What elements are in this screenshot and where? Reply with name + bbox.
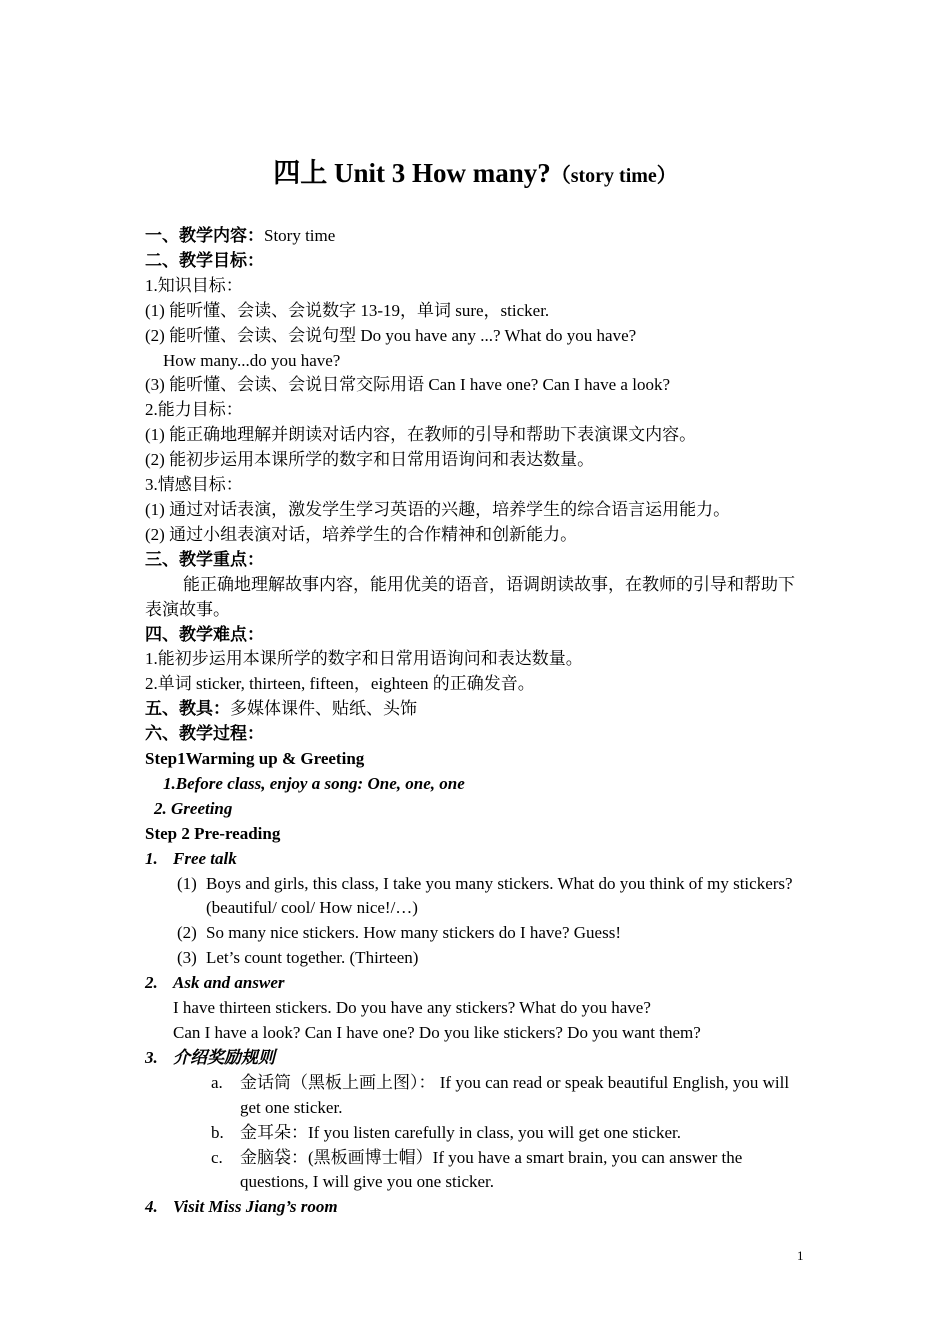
section-heading: 六、教学过程： xyxy=(145,724,264,744)
item-number: 2. xyxy=(145,973,158,993)
list-item: 1.能初步运用本课所学的数字和日常用语询问和表达数量。 xyxy=(145,649,583,669)
item-title: Visit Miss Jiang’s room xyxy=(173,1197,338,1217)
sub-item-number: (2) xyxy=(177,923,197,943)
step-item: 2. Greeting xyxy=(154,798,233,818)
sub-item xyxy=(145,946,810,971)
item-title: Free talk xyxy=(173,848,237,868)
list-item: (2) 能初步运用本课所学的数字和日常用语询问和表达数量。 xyxy=(145,450,595,470)
item-number: 4. xyxy=(145,1197,158,1217)
sub-item-text: So many nice stickers. How many stickers do I have? Guess! xyxy=(206,923,621,943)
sub-item xyxy=(145,921,810,946)
list-item: (1) 能听懂、会读、会说数字 13-19，单词 sure，sticker. xyxy=(145,300,550,320)
section-heading: 三、教学重点： xyxy=(145,549,264,569)
section-text: Story time xyxy=(264,226,336,245)
numbered-item xyxy=(145,1046,810,1071)
title-main: 四上 Unit 3 How many? xyxy=(273,158,551,188)
sub-item-text: Let’s count together. (Thirteen) xyxy=(206,948,419,968)
list-item: (3) 能听懂、会读、会说日常交际用语 Can I have one? Can I have a look? xyxy=(145,375,670,395)
item-number: 3. xyxy=(145,1047,158,1067)
sub-item-number: (3) xyxy=(177,948,197,968)
page-title xyxy=(0,155,950,194)
sub-item xyxy=(145,872,810,922)
sub-item-number: (1) xyxy=(177,873,197,893)
item-text: I have thirteen stickers. Do you have any stickers? What do you have? xyxy=(173,998,651,1018)
item-text: Can I have a look? Can I have one? Do you like stickers? Do you want them? xyxy=(173,1023,701,1042)
item-number: 1. xyxy=(145,848,158,868)
list-item: (1) 能正确地理解并朗读对话内容，在教师的引导和帮助下表演课文内容。 xyxy=(145,425,697,445)
sub-item-text: Boys and girls, this class, I take you many stickers. What do you think of my stickers? (beautiful/ cool/ How nice!/…) xyxy=(206,873,793,918)
lettered-item xyxy=(145,1146,810,1196)
letter-marker: b. xyxy=(211,1122,224,1142)
section-tools xyxy=(145,697,810,722)
item-title: 介绍奖励规则 xyxy=(173,1047,275,1067)
letter-marker: c. xyxy=(211,1147,223,1167)
section-text: 多媒体课件、贴纸、头饰 xyxy=(230,699,417,719)
numbered-item xyxy=(145,971,810,996)
lettered-item xyxy=(145,1071,810,1121)
numbered-item xyxy=(145,847,810,872)
paragraph: 能正确地理解故事内容，能用优美的语音，语调朗读故事，在教师的引导和帮助下表演故事。 xyxy=(145,574,795,619)
lettered-text: 金脑袋：(黑板画博士帽）If you have a smart brain, you can answer the questions, I will give you one sticker. xyxy=(240,1147,743,1192)
numbered-item xyxy=(145,1195,810,1220)
list-item: (1) 通过对话表演，激发学生学习英语的兴趣，培养学生的综合语言运用能力。 xyxy=(145,499,731,519)
section-heading: 五、教具： xyxy=(145,699,230,719)
step-heading: Step 2 Pre-reading xyxy=(145,823,281,843)
subheading: 2.能力目标： xyxy=(145,400,243,420)
page-number: 1 xyxy=(797,1248,804,1263)
lettered-item xyxy=(145,1121,810,1146)
letter-marker: a. xyxy=(211,1072,223,1092)
section-heading: 四、教学难点： xyxy=(145,624,264,644)
document-body xyxy=(145,224,810,1220)
item-title: Ask and answer xyxy=(173,973,285,993)
lettered-text: 金耳朵：If you listen carefully in class, you will get one sticker. xyxy=(240,1122,681,1142)
section-heading: 一、教学内容： xyxy=(145,226,264,245)
section-heading: 二、教学目标： xyxy=(145,250,264,270)
lettered-text: 金话筒（黑板上画上图）： If you can read or speak beautiful English, you will get one sticker. xyxy=(240,1072,790,1117)
list-item: (2) 通过小组表演对话，培养学生的合作精神和创新能力。 xyxy=(145,524,578,544)
subheading: 3.情感目标： xyxy=(145,475,243,495)
step-item: 1.Before class, enjoy a song: One, one, one xyxy=(163,773,465,793)
step-heading: Step1Warming up & Greeting xyxy=(145,749,365,769)
list-item: (2) 能听懂、会读、会说句型 Do you have any ...? What do you have? xyxy=(145,325,637,345)
section-content xyxy=(145,224,810,249)
subheading: 1.知识目标： xyxy=(145,275,243,295)
list-item-continuation: How many...do you have? xyxy=(163,350,341,370)
list-item: 2.单词 sticker, thirteen, fifteen，eighteen 的正确发音。 xyxy=(145,674,535,694)
title-sub: （story time） xyxy=(550,165,677,187)
